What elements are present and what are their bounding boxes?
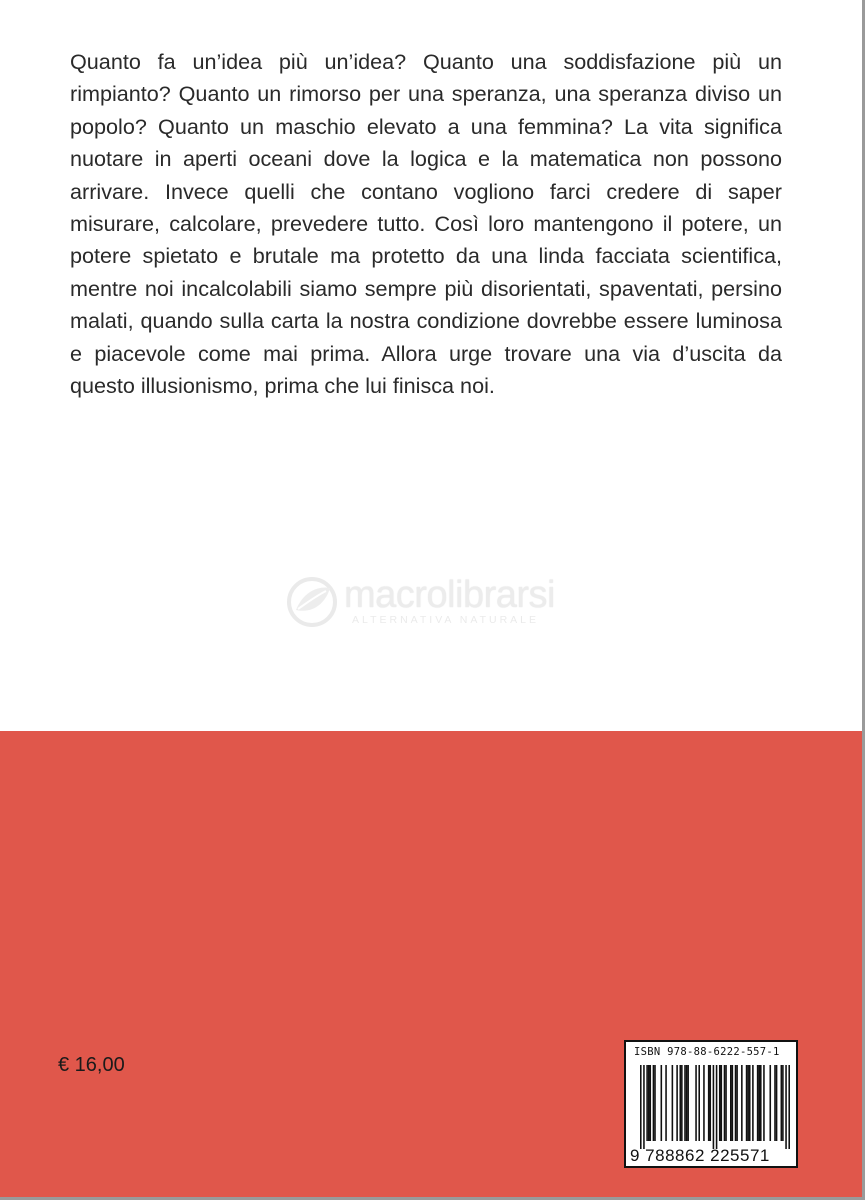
barcode-bar xyxy=(679,1065,681,1141)
barcode-bar xyxy=(782,1065,784,1141)
barcode-bar xyxy=(774,1065,776,1141)
barcode-bar xyxy=(648,1065,650,1141)
barcode-bar xyxy=(709,1065,711,1141)
barcode-bar xyxy=(661,1065,663,1141)
barcode-bar xyxy=(758,1065,760,1141)
barcode-bar xyxy=(649,1065,651,1141)
barcode-bar xyxy=(719,1065,721,1141)
barcode-bar xyxy=(724,1065,726,1141)
barcode-bar xyxy=(788,1065,790,1149)
watermark-tagline: ALTERNATIVA NATURALE xyxy=(352,614,539,626)
barcode-bar xyxy=(781,1065,783,1141)
barcode-bar xyxy=(708,1065,710,1141)
barcode-bar xyxy=(681,1065,683,1141)
barcode-bar xyxy=(684,1065,686,1141)
barcode-bar xyxy=(703,1065,705,1141)
barcode-bar xyxy=(735,1065,737,1141)
barcode-bar xyxy=(732,1065,734,1141)
barcode-bar xyxy=(749,1065,751,1141)
barcode-bar xyxy=(747,1065,749,1141)
barcode-bar xyxy=(741,1065,743,1141)
barcode-bar xyxy=(725,1065,727,1141)
barcode-bar xyxy=(646,1065,648,1141)
barcode-bar xyxy=(713,1065,715,1149)
barcode-bar xyxy=(640,1065,642,1149)
barcode-bar xyxy=(752,1065,754,1141)
leaf-logo-icon xyxy=(286,576,338,628)
barcode-box xyxy=(624,1040,798,1168)
barcode-bar xyxy=(687,1065,689,1141)
barcode-bar xyxy=(698,1065,700,1141)
barcode-bar xyxy=(730,1065,732,1141)
barcode-bar xyxy=(769,1065,771,1141)
barcode-bar xyxy=(654,1065,656,1141)
barcode-bar xyxy=(721,1065,723,1141)
barcode-bar xyxy=(757,1065,759,1141)
isbn-label: ISBN 978-88-6222-557-1 xyxy=(634,1046,780,1058)
ean-digits: 9 788862 225571 xyxy=(630,1146,770,1165)
barcode-bar xyxy=(695,1065,697,1141)
barcode-bar xyxy=(672,1065,674,1141)
barcode-bar xyxy=(746,1065,748,1141)
barcode-bar xyxy=(643,1065,645,1149)
barcode-bar xyxy=(785,1065,787,1149)
barcode-bar xyxy=(760,1065,762,1141)
price-label: € 16,00 xyxy=(58,1054,125,1076)
barcode-bar xyxy=(676,1065,678,1141)
barcode-bar xyxy=(736,1065,738,1141)
watermark-name: macrolibrarsi xyxy=(344,574,555,616)
barcode-bar xyxy=(776,1065,778,1141)
barcode-bar xyxy=(665,1065,667,1141)
barcode-bar xyxy=(763,1065,765,1141)
barcode-bar xyxy=(716,1065,718,1149)
blurb-text: Quanto fa un’idea più un’idea? Quanto una soddisfazione più un rimpianto? Quanto un rimorso per una speranza, una speranza diviso un popolo? Quanto un maschio elevato a una femmina? La vita significa nuotare in aperti oceani dove la logica e la matematica non possono arrivare. Invece quelli che contano vogliono farci credere di saper misurare, calcolare, prevedere tutto. Così loro mantengono il potere, un potere spietato e brutale ma protetto da una linda facciata scientifica, mentre noi incalcolabili siamo sempre più disorientati, spaventati, persino malati, quando sulla carta la nostra condizione dovrebbe essere luminosa e piacevole come mai prima. Allora urge trovare una via d’uscita da questo illusionismo, prima che lui finisca noi. xyxy=(70,49,782,399)
barcode-bar xyxy=(686,1065,688,1141)
barcode-bars xyxy=(640,1065,790,1149)
barcode-bar xyxy=(653,1065,655,1141)
watermark xyxy=(286,572,626,632)
